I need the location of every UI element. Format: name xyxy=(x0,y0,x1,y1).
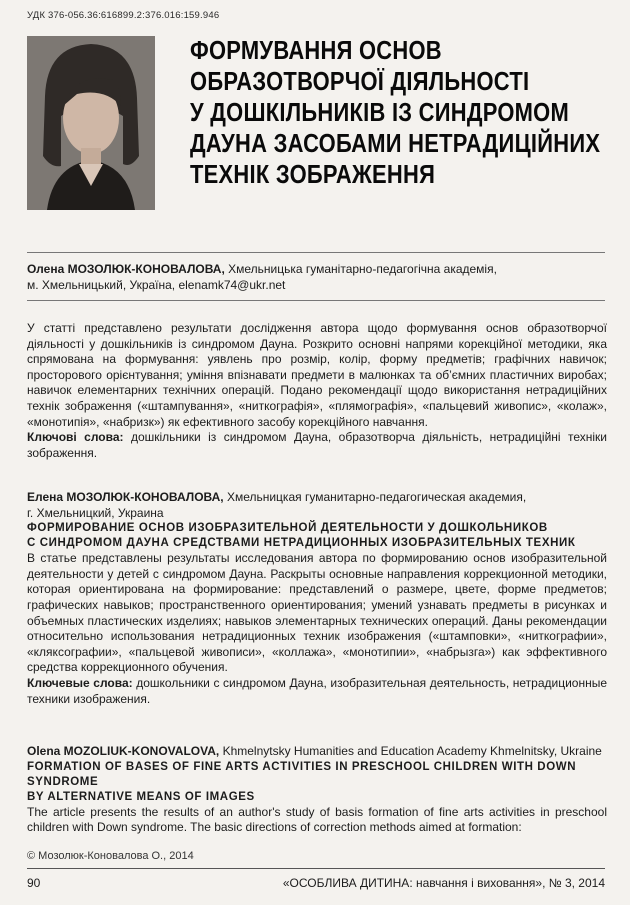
title-line: ОБРАЗОТВОРЧОЇ ДІЯЛЬНОСТІ xyxy=(190,68,530,96)
author-affiliation: Хмельницька гуманітарно-педагогічна академія, xyxy=(224,262,497,276)
english-title-line: FORMATION OF BASES OF FINE ARTS ACTIVITIES IN PRESCHOOL CHILDREN WITH DOWN SYNDROME xyxy=(27,760,577,788)
journal-citation: «ОСОБЛИВА ДИТИНА: навчання і виховання», № 3, 2014 xyxy=(282,876,605,890)
russian-title-line: ФОРМИРОВАНИЕ ОСНОВ ИЗОБРАЗИТЕЛЬНОЙ ДЕЯТЕЛЬНОСТИ У ДОШКОЛЬНИКОВ xyxy=(27,522,548,535)
russian-title xyxy=(27,521,607,551)
divider xyxy=(27,252,605,253)
author-affiliation: Хмельницкая гуманитарно-педагогическая академия, xyxy=(223,490,527,504)
author-name: Елена МОЗОЛЮК-КОНОВАЛОВА, xyxy=(27,490,224,504)
copyright: © Мозолюк-Коновалова О., 2014 xyxy=(27,850,194,862)
author-name: Olena MOZOLIUK-KONOVALOVA, xyxy=(27,744,220,758)
title-line: ФОРМУВАННЯ ОСНОВ xyxy=(190,37,442,65)
keywords-text: дошкільники із синдромом Дауна, образотворча діяльність, нетрадиційні техніки зображення. xyxy=(27,430,608,460)
english-section xyxy=(27,744,607,836)
author-location-email: м. Хмельницький, Україна, elenamk74@ukr.net xyxy=(27,277,286,292)
keywords-label: Ключові слова: xyxy=(27,430,124,445)
title-line: ТЕХНІК ЗОБРАЖЕННЯ xyxy=(190,161,436,189)
russian-title-line: С СИНДРОМОМ ДАУНА СРЕДСТВАМИ НЕТРАДИЦИОННЫХ ИЗОБРАЗИТЕЛЬНЫХ ТЕХНИК xyxy=(27,537,576,550)
abstract-text: The article presents the results of an author's study of basis formation of fine arts activities in preschool children with Down syndrome. The basic directions of correction methods aimed at formation: xyxy=(27,804,607,835)
author-photo xyxy=(27,36,155,210)
udk-code: УДК 376-056.36:616899.2:376.016:159.946 xyxy=(27,10,220,21)
title-line: У ДОШКІЛЬНИКІВ ІЗ СИНДРОМОМ xyxy=(190,99,570,127)
abstract-text: У статті представлено результати дослідження автора щодо формування основ образотворчої діяльності у дошкільників із синдромом Дауна. Розкрито основні напрями корекційної методики, яка спрямована на формування: уявлень про розмір, колір, форму предметів; графічних навичок; просторового орієнтування; уміння впізнавати предмети в малюнках та об’ємних пластичних виробах; навичок елементарних технічних операцій. Подано рекомендації щодо використання нетрадиційних технік зображення («штампування», «ниткографія», «плямографія», «пальцевий живопис», «колаж», «монотипія», «набризк») як ефективного засобу корекційного навчання. xyxy=(27,321,607,429)
english-title xyxy=(27,760,607,805)
keywords-label: Ключевые слова: xyxy=(27,675,133,690)
russian-section xyxy=(27,490,607,707)
ukrainian-abstract xyxy=(27,321,607,461)
footer-divider xyxy=(27,868,605,869)
page-number: 90 xyxy=(27,876,41,890)
author-location: г. Хмельницкий, Украина xyxy=(27,505,164,520)
keywords-text: дошкольники с синдромом Дауна, изобразительная деятельность, нетрадиционные техники изображения. xyxy=(27,675,607,706)
author-affiliation: Khmelnytsky Humanities and Education Academy Khmelnitsky, Ukraine xyxy=(219,744,602,758)
english-title-line: BY ALTERNATIVE MEANS OF IMAGES xyxy=(27,790,255,803)
title-line: ДАУНА ЗАСОБАМИ НЕТРАДИЦІЙНИХ xyxy=(190,130,601,158)
author-portrait-image xyxy=(27,36,155,210)
divider xyxy=(27,300,605,301)
abstract-text: В статье представлены результаты исследования автора по формированию основ изобразительной деятельности у детей с синдромом Дауна. Раскрыты основные направления коррекционной методики, которая ориентирована на формирование: представлений о размере, цвете, форме предметов; графических навыков; пространственного ориентирования; умений узнавать предметы в рисунках и объемных пластических изделиях; навыков элементарных технических операций. Даны рекомендации относительно использования нетрадиционных техник изображения («штамповки», «ниткографии», «кляксографии», «пальцевой живописи», «коллажа», «монотипии», «набрызга») как эффективного средства коррекционного обучения. xyxy=(27,551,607,675)
author-name: Олена МОЗОЛЮК-КОНОВАЛОВА, xyxy=(27,262,225,276)
article-title xyxy=(190,36,620,191)
ukrainian-author-info xyxy=(27,262,607,293)
